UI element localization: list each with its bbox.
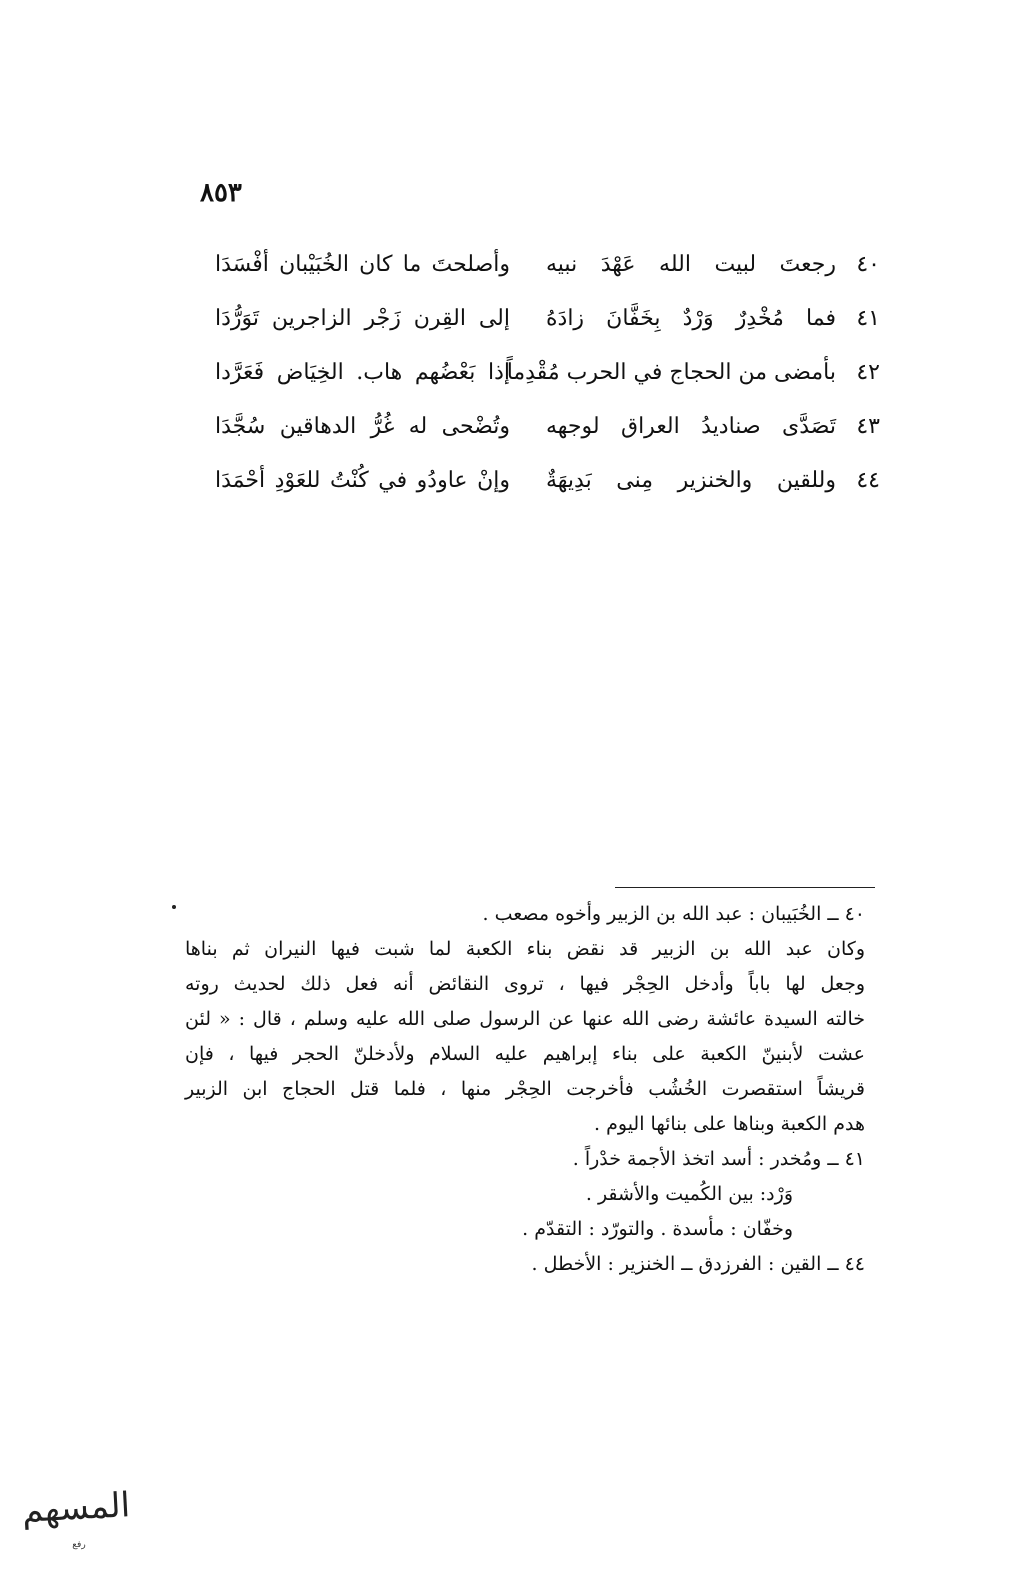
page-number: ٨٥٣ — [200, 178, 242, 208]
footnote-divider — [615, 887, 875, 888]
verse-number: ٤١ — [856, 306, 880, 331]
note-40-line: خالته السيدة عائشة رضى الله عنها عن الرسول صلى الله عليه وسلم ، قال : « لئن — [185, 1008, 865, 1030]
verse-number: ٤٣ — [856, 414, 880, 439]
verse-hemistich-second: وإنْ عاودُو في كُنْتُ للعَوْدِ أحْمَدَا — [215, 468, 510, 493]
margin-dot — [172, 905, 176, 909]
stamp-logo-text: المسهم — [20, 1485, 132, 1531]
stamp-caption: رفع — [72, 1540, 86, 1550]
note-40-line: عشت لأبنينّ الكعبة على بناء إبراهيم عليه السلام ولأدخلنّ الحجر فيها ، فإن — [185, 1043, 865, 1065]
verse — [215, 242, 880, 296]
verse-hemistich-second: وأصلحتَ ما كان الخُبَيْبان أفْسَدَا — [215, 252, 510, 277]
verse-hemistich-first: وللقين والخنزير مِنى بَدِيهَةٌ — [546, 468, 836, 493]
verse-hemistich-first: تَصَدَّى صناديدُ العراق لوجهه — [546, 414, 836, 439]
verse — [215, 350, 880, 404]
library-stamp — [6, 1478, 146, 1568]
note-41-line: وخفّان : مأسدة . والتورّد : التقدّم . — [522, 1218, 793, 1240]
verse — [215, 458, 880, 512]
note-41-line: وَرْد: بين الكُميت والأشقر . — [585, 1183, 793, 1205]
note-40-line: وجعل لها باباً وأدخل الحِجْر فيها ، تروى النقائض أنه فعل ذلك لحديث روته — [185, 973, 866, 995]
note-40-line: وكان عبد الله بن الزبير قد نقض بناء الكعبة لما شبت فيها النيران ثم بناها — [185, 938, 865, 960]
note-40-line-end: هدم الكعبة وبناها على بنائها اليوم . — [594, 1113, 865, 1135]
verse — [215, 404, 880, 458]
verse-hemistich-second: وتُضْحى له غُرُّ الدهاقين سُجَّدَا — [215, 414, 510, 439]
verse-number: ٤٠ — [856, 252, 880, 277]
footnotes — [185, 897, 865, 1282]
verse-number: ٤٢ — [856, 360, 880, 385]
verse — [215, 296, 880, 350]
verse-hemistich-second: إذا بَعْضُهم هاب. الخِيَاض فَعَرَّدا — [215, 360, 510, 385]
note-41-heading: ٤١ ــ ومُخدر : أسد اتخذ الأجمة خدْراً . — [572, 1148, 865, 1170]
verse-number: ٤٤ — [856, 468, 880, 493]
verse-hemistich-second: إلى القِرن زَجْر الزاجرين تَوَرُّدَا — [215, 306, 510, 331]
poem — [215, 242, 880, 512]
note-40-line: قريشاً استقصرت الخُشُب فأخرجت الحِجْر منها ، فلما قتل الحجاج ابن الزبير — [185, 1078, 865, 1100]
verse-hemistich-first: رجعتَ لبيت الله عَهْدَ نبيه — [546, 252, 836, 277]
note-44-heading: ٤٤ ــ القين : الفرزدق ــ الخنزير : الأخطل . — [531, 1253, 865, 1275]
verse-hemistich-first: بأمضى من الحجاج في الحرب مُقْدِماً — [506, 360, 836, 385]
note-40-heading: ٤٠ ــ الخُبَيبان : عبد الله بن الزبير وأخوه مصعب . — [482, 903, 865, 925]
verse-hemistich-first: فما مُخْدِرٌ وَرْدٌ بِخَفَّانَ زادَهُ — [546, 306, 836, 331]
